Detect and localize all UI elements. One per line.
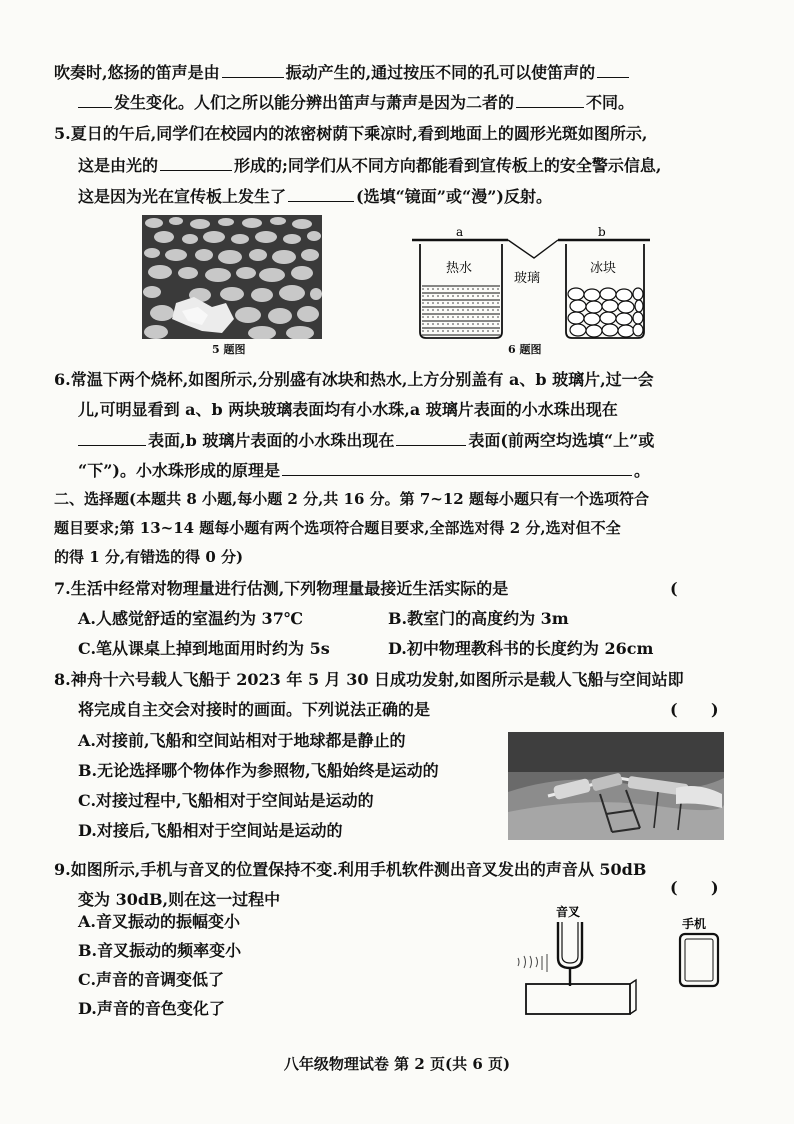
section-2-heading-3: 的得 1 分,有错选的得 0 分): [54, 548, 244, 566]
q5-text: 这是由光的: [78, 156, 159, 175]
q7-option-c[interactable]: C.笔从课桌上掉到地面用时约为 5s: [78, 639, 330, 658]
q8-option-a[interactable]: A.对接前,飞船和空间站相对于地球都是静止的: [78, 731, 406, 750]
q4-line-2: [78, 90, 754, 115]
label-b: b: [598, 225, 606, 239]
q6-line-2: 儿,可明显看到 a、b 两块玻璃表面均有小水珠,a 玻璃片表面的小水珠出现在: [78, 400, 618, 419]
q5-text: 这是因为光在宣传板上发生了: [78, 187, 287, 206]
label-hot-water: 热水: [446, 261, 473, 276]
q8-answer-paren[interactable]: ( ): [670, 700, 719, 719]
q4-text: 振动产生的,通过按压不同的孔可以使笛声的: [285, 63, 596, 82]
q9-line-2: 变为 30dB,则在这一过程中: [78, 890, 281, 909]
label-phone: 手机: [682, 917, 707, 931]
resonance-box: [526, 984, 630, 1014]
q8-option-d[interactable]: D.对接后,飞船相对于空间站是运动的: [78, 821, 343, 840]
q7-stem: 7.生活中经常对物理量进行估测,下列物理量最接近生活实际的是: [54, 579, 509, 598]
q9-option-d[interactable]: D.声音的音色变化了: [78, 999, 225, 1018]
q6-text: 。: [633, 461, 650, 480]
figure-6-caption: 6 题图: [508, 343, 542, 356]
phone-icon: [680, 934, 718, 986]
q6-line-4: [78, 458, 754, 483]
section-2-heading-2: 题目要求;第 13~14 题每小题有两个选项符合题目要求,全部选对得 2 分,选对但不全: [54, 519, 621, 537]
q4-text: 不同。: [586, 93, 635, 112]
label-a: a: [456, 225, 464, 239]
q6-blank-1[interactable]: [78, 428, 146, 446]
label-tuning-fork: 音叉: [556, 905, 581, 919]
q6-text: “下”)。小水珠形成的原理是: [78, 461, 280, 480]
q5-line-3: [78, 184, 754, 209]
q6-text: 表面,b 玻璃片表面的小水珠出现在: [148, 431, 395, 450]
q7-option-d[interactable]: D.初中物理教科书的长度约为 26cm: [388, 639, 654, 658]
q5-line-1: 5.夏日的午后,同学们在校园内的浓密树荫下乘凉时,看到地面上的圆形光斑如图所示,: [54, 124, 648, 143]
q5-blank-1[interactable]: [160, 153, 232, 171]
q6-blank-3[interactable]: [282, 458, 632, 476]
q5-line-2: [78, 153, 754, 178]
light-spots-photo: [142, 215, 322, 339]
docking-photo: [508, 732, 724, 840]
q9-option-a[interactable]: A.音叉振动的振幅变小: [78, 912, 240, 931]
q9-option-b[interactable]: B.音叉振动的频率变小: [78, 941, 242, 960]
q4-text: 吹奏时,悠扬的笛声是由: [54, 63, 220, 82]
q4-blank-3[interactable]: [516, 90, 584, 108]
q5-text: 形成的;同学们从不同方向都能看到宣传板上的安全警示信息,: [234, 156, 662, 175]
q9-line-1: 9.如图所示,手机与音叉的位置保持不变.利用手机软件测出音叉发出的声音从 50dB: [54, 860, 647, 879]
q4-blank-2b[interactable]: [78, 90, 112, 108]
q4-line-1: [54, 60, 754, 85]
tuning-fork-diagram: [514, 904, 724, 1022]
q8-line-1: 8.神舟十六号载人飞船于 2023 年 5 月 30 日成功发射,如图所示是载人飞船与空间站即: [54, 670, 684, 689]
q5-text: (选填“镜面”或“漫”)反射。: [356, 187, 552, 206]
page-footer: 八年级物理试卷 第 2 页(共 6 页): [283, 1055, 511, 1073]
q7-option-b[interactable]: B.教室门的高度约为 3m: [388, 609, 569, 628]
q8-line-2: 将完成自主交会对接时的画面。下列说法正确的是: [78, 700, 431, 719]
q5-blank-2[interactable]: [288, 184, 354, 202]
q9-option-c[interactable]: C.声音的音调变低了: [78, 970, 225, 989]
figure-5-caption: 5 题图: [212, 343, 246, 356]
beakers-diagram: [410, 224, 660, 342]
q6-line-3: [78, 428, 754, 453]
label-ice: 冰块: [590, 261, 617, 276]
label-glass: 玻璃: [514, 271, 541, 286]
q4-blank-2a[interactable]: [597, 60, 629, 78]
section-2-heading-1: 二、选择题(本题共 8 小题,每小题 2 分,共 16 分。第 7~12 题每小题只有一个选项符合: [54, 490, 649, 508]
q7-answer-paren[interactable]: (: [670, 579, 678, 598]
q4-text: 发生变化。人们之所以能分辨出笛声与萧声是因为二者的: [114, 93, 515, 112]
q6-blank-2[interactable]: [396, 428, 466, 446]
q8-option-c[interactable]: C.对接过程中,飞船相对于空间站是运动的: [78, 791, 374, 810]
q6-text: 表面(前两空均选填“上”或: [468, 431, 655, 450]
q8-option-b[interactable]: B.无论选择哪个物体作为参照物,飞船始终是运动的: [78, 761, 439, 780]
q6-line-1: 6.常温下两个烧杯,如图所示,分别盛有冰块和热水,上方分别盖有 a、b 玻璃片,过一会: [54, 370, 654, 389]
q9-answer-paren[interactable]: ( ): [670, 878, 719, 897]
q4-blank-1[interactable]: [222, 60, 284, 78]
q7-option-a[interactable]: A.人感觉舒适的室温约为 37℃: [78, 609, 303, 628]
